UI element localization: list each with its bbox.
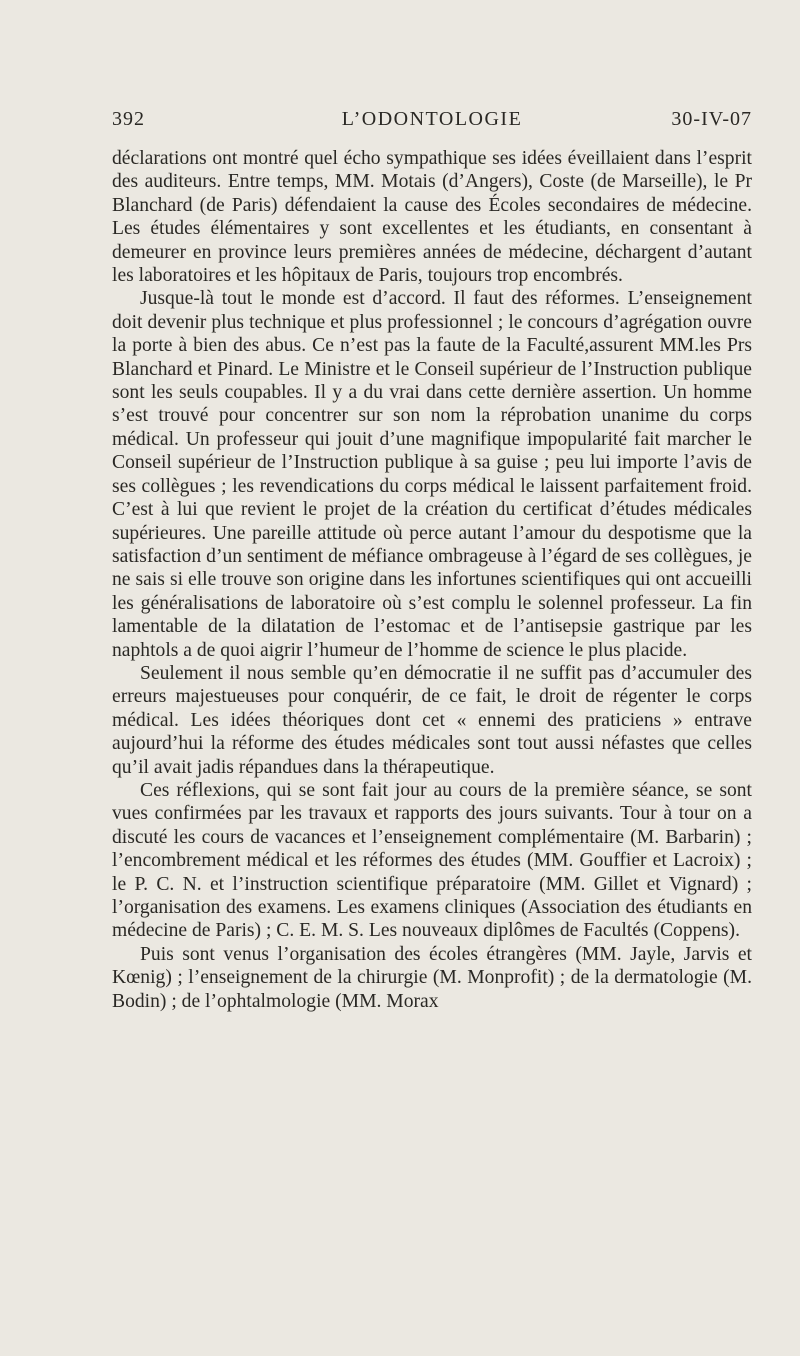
journal-title: L’ODONTOLOGIE bbox=[341, 108, 523, 130]
paragraph: Jusque-là tout le monde est d’accord. Il faut des réformes. L’enseignement doit devenir plus technique et plus professionnel ; le concours d’agrégation ouvre la porte à bien des abus. Ce n’est pas la faute de la Faculté,assurent MM.les Prs Blanchard et Pinard. Le Ministre et le Conseil supérieur de l’Instruction publique sont les seuls coupables. Il y a du vrai dans cette dernière assertion. Un homme s’est trouvé pour concentrer sur son nom la réprobation unanime du corps médical. Un professeur qui jouit d’une magnifique impopularité fait marcher le Conseil supérieur de l’Instruction publique à sa guise ; peu lui importe l’avis de ses collègues ; les revendications du corps médical le laissent parfaitement froid. C’est à lui que revient le projet de la création du certificat d’études médicales supérieures. Une pareille attitude où perce autant l’amour du despotisme que la satisfaction d’un sentiment de méfiance ombrageuse à l’égard de ses collègues, je ne sais si elle trouve son origine dans les infortunes scientifiques qui ont accueilli les généralisations de laboratoire où s’est complu le solennel professeur. La fin lamentable de la dilatation de l’estomac et de l’antisepsie gastrique par les naphtols a de quoi aigrir l’humeur de l’homme de science le plus placide. bbox=[112, 288, 752, 661]
paragraph: Ces réflexions, qui se sont fait jour au cours de la première séance, se sont vues confirmées par les travaux et rapports des jours suivants. Tour à tour on a discuté les cours de vacances et l’enseignement complémentaire (M. Barbarin) ; l’encombrement médical et les réformes des études (MM. Gouffier et Lacroix) ; le P. C. N. et l’instruction scientifique préparatoire (MM. Gillet et Vignard) ; l’organisation des examens. Les examens cliniques (Association des étudiants en médecine de Paris) ; C. E. M. S. Les nouveaux diplômes de Facultés (Coppens). bbox=[112, 779, 752, 942]
issue-date: 30-IV-07 bbox=[671, 108, 752, 130]
article-body bbox=[112, 147, 752, 1013]
paragraph: déclarations ont montré quel écho sympathique ses idées éveillaient dans l’esprit des auditeurs. Entre temps, MM. Motais (d’Angers), Coste (de Marseille), le Pr Blanchard (de Paris) défendaient la cause des Écoles secondaires de médecine. Les études élémentaires y sont excellentes et les étudiants, en consentant à demeurer en province leurs premières années de médecine, déchargent d’autant les laboratoires et les hôpitaux de Paris, toujours trop encombrés. bbox=[112, 148, 752, 287]
paragraph: Seulement il nous semble qu’en démocratie il ne suffit pas d’accumuler des erreurs majestueuses pour conquérir, de ce fait, le droit de régenter le corps médical. Les idées théoriques dont cet « ennemi des praticiens » entrave aujourd’hui la réforme des études médicales sont tout aussi néfastes que celles qu’il avait jadis répandues dans la thérapeutique. bbox=[112, 662, 752, 778]
paragraph: Puis sont venus l’organisation des écoles étrangères (MM. Jayle, Jarvis et Kœnig) ; l’enseignement de la chirurgie (M. Monprofit) ; de la dermatologie (M. Bodin) ; de l’ophtalmologie (MM. Morax bbox=[112, 943, 752, 1012]
running-header bbox=[112, 108, 752, 138]
page-number: 392 bbox=[112, 108, 145, 130]
